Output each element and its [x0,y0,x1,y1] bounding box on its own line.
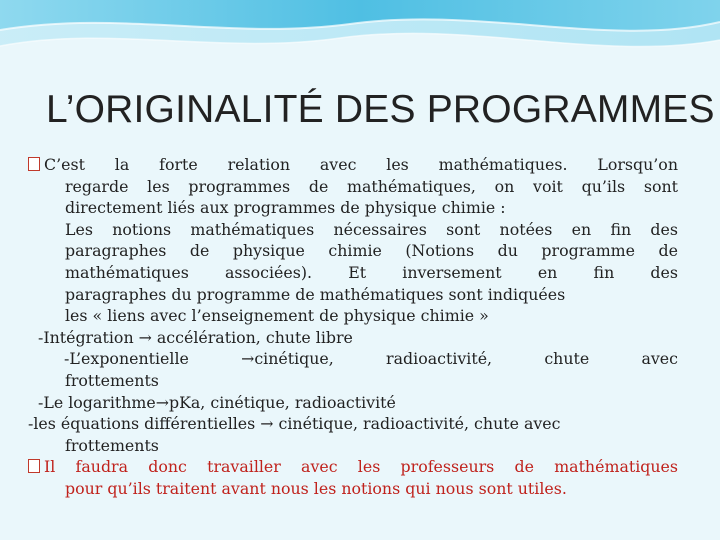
notions-line3: mathématiques associées). Et inversement en fin des [65,262,678,282]
notions-line1: Les notions mathématiques nécessaires sont notées en fin des [65,219,678,239]
text-line [28,456,678,478]
item-equations-line2: frottements [65,435,159,455]
item-exponentielle-line1: -L’exponentielle →cinétique, radioactivité, chute avec [64,349,678,369]
bullet2-line1: Il faudra donc travailler avec les professeurs de mathématiques [44,457,678,477]
notions-line4: paragraphes du programme de mathématiques sont indiquées [65,284,566,304]
wave-banner-icon [0,0,720,70]
bullet2-line2: pour qu’ils traitent avant nous les notions qui nous sont utiles. [65,478,567,498]
text-line [28,154,678,176]
item-exponentielle-line2: frottements [65,370,159,390]
bullet-box-icon [28,157,40,171]
bullet1-line3: directement liés aux programmes de physique chimie : [65,198,506,218]
bullet-box-icon [28,459,40,473]
notions-line2: paragraphes de physique chimie (Notions du programme de [65,241,678,261]
notions-paragraph [28,219,678,327]
item-equations-line1: -les équations différentielles → cinétique, radioactivité, chute avec [28,414,561,434]
slide-content [28,154,678,500]
bullet-paragraph-relation [28,154,678,219]
bullet1-line1: C’est la forte relation avec les mathématiques. Lorsqu’on [44,155,678,174]
bullet-paragraph-travailler [28,456,678,499]
bullet1-line2: regarde les programmes de mathématiques, on voit qu’ils sont [65,176,678,196]
wave-banner-graphic [0,0,720,70]
notions-line5: les « liens avec l’enseignement de physique chimie » [65,306,489,326]
item-integration: -Intégration → accélération, chute libre [38,327,353,347]
slide-title: L’ORIGINALITÉ DES PROGRAMMES [46,88,715,131]
item-logarithme: -Le logarithme→pKa, cinétique, radioactivité [38,392,396,412]
